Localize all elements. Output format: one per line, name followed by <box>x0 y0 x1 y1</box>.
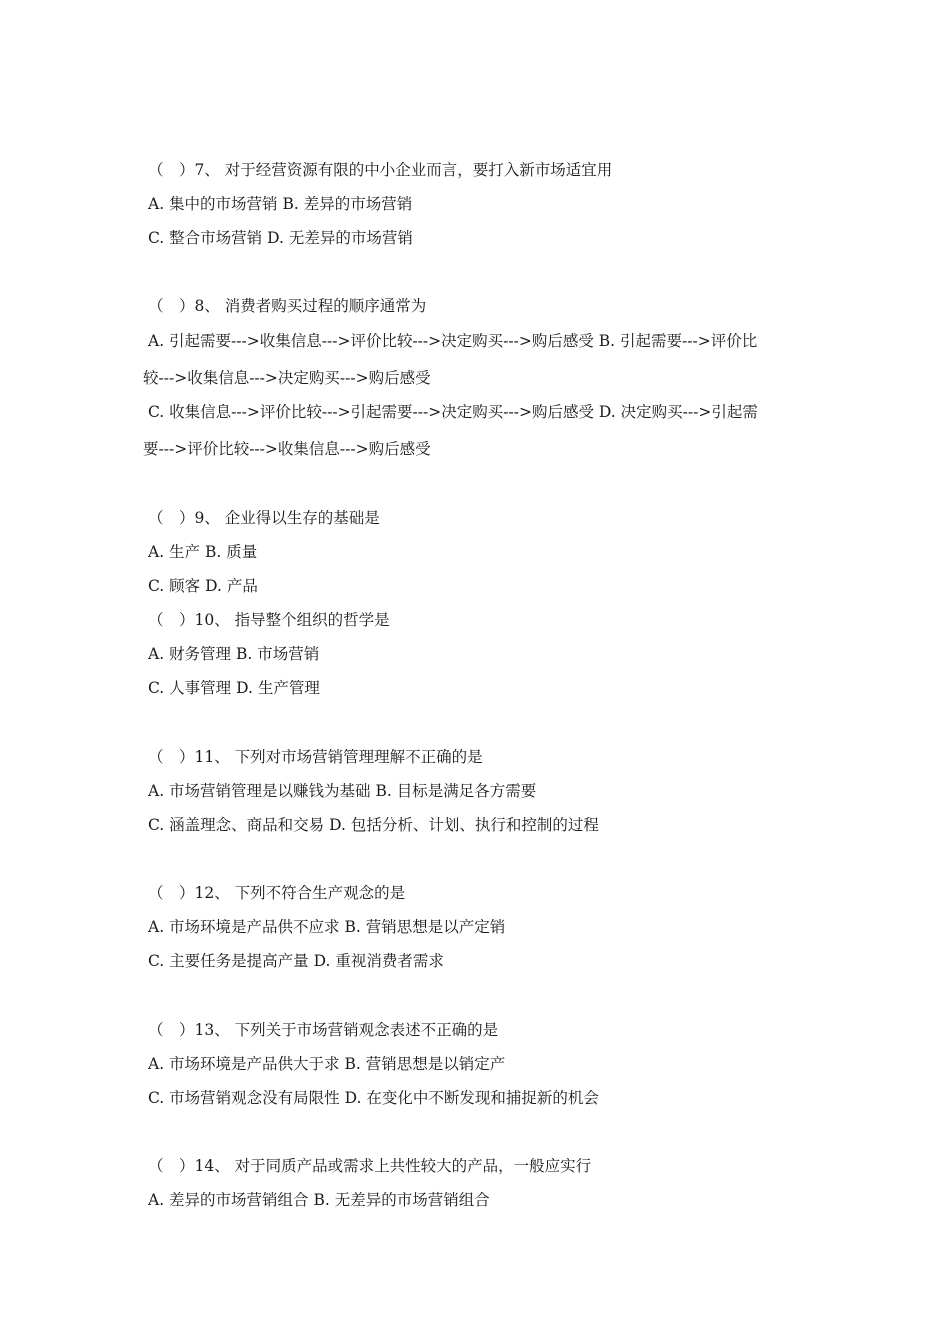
question-8-options-cd-cont: 要--->评价比较--->收集信息--->购后感受 <box>143 440 431 458</box>
question-8: （ ）8、 消费者购买过程的顺序通常为 <box>148 297 427 315</box>
question-7-options-ab: A. 集中的市场营销 B. 差异的市场营销 <box>148 195 413 213</box>
question-14: （ ）14、 对于同质产品或需求上共性较大的产品，一般应实行 <box>148 1157 592 1175</box>
question-9: （ ）9、 企业得以生存的基础是 <box>148 509 380 527</box>
question-12-options-cd: C. 主要任务是提高产量 D. 重视消费者需求 <box>148 952 444 970</box>
question-12: （ ）12、 下列不符合生产观念的是 <box>148 884 406 902</box>
question-7: （ ）7、 对于经营资源有限的中小企业而言，要打入新市场适宜用 <box>148 161 613 179</box>
question-8-options-ab: A. 引起需要--->收集信息--->评价比较--->决定购买--->购后感受 B. 引起需要--->评价比 <box>148 332 758 350</box>
question-8-options-cd: C. 收集信息--->评价比较--->引起需要--->决定购买--->购后感受 D. 决定购买--->引起需 <box>148 403 758 421</box>
question-9-options-ab: A. 生产 B. 质量 <box>148 543 258 561</box>
question-12-options-ab: A. 市场环境是产品供不应求 B. 营销思想是以产定销 <box>148 918 506 936</box>
question-9-options-cd: C. 顾客 D. 产品 <box>148 577 258 595</box>
question-13-options-cd: C. 市场营销观念没有局限性 D. 在变化中不断发现和捕捉新的机会 <box>148 1089 599 1107</box>
question-10-options-ab: A. 财务管理 B. 市场营销 <box>148 645 320 663</box>
question-14-options-ab: A. 差异的市场营销组合 B. 无差异的市场营销组合 <box>148 1191 490 1209</box>
question-11-options-ab: A. 市场营销管理是以赚钱为基础 B. 目标是满足各方需要 <box>148 782 537 800</box>
question-7-options-cd: C. 整合市场营销 D. 无差异的市场营销 <box>148 229 413 247</box>
question-13: （ ）13、 下列关于市场营销观念表述不正确的是 <box>148 1021 499 1039</box>
question-11: （ ）11、 下列对市场营销管理理解不正确的是 <box>148 748 483 766</box>
question-10: （ ）10、 指导整个组织的哲学是 <box>148 611 390 629</box>
question-11-options-cd: C. 涵盖理念、商品和交易 D. 包括分析、计划、执行和控制的过程 <box>148 816 599 834</box>
question-10-options-cd: C. 人事管理 D. 生产管理 <box>148 679 320 697</box>
question-13-options-ab: A. 市场环境是产品供大于求 B. 营销思想是以销定产 <box>148 1055 506 1073</box>
question-8-options-ab-cont: 较--->收集信息--->决定购买--->购后感受 <box>143 369 431 387</box>
